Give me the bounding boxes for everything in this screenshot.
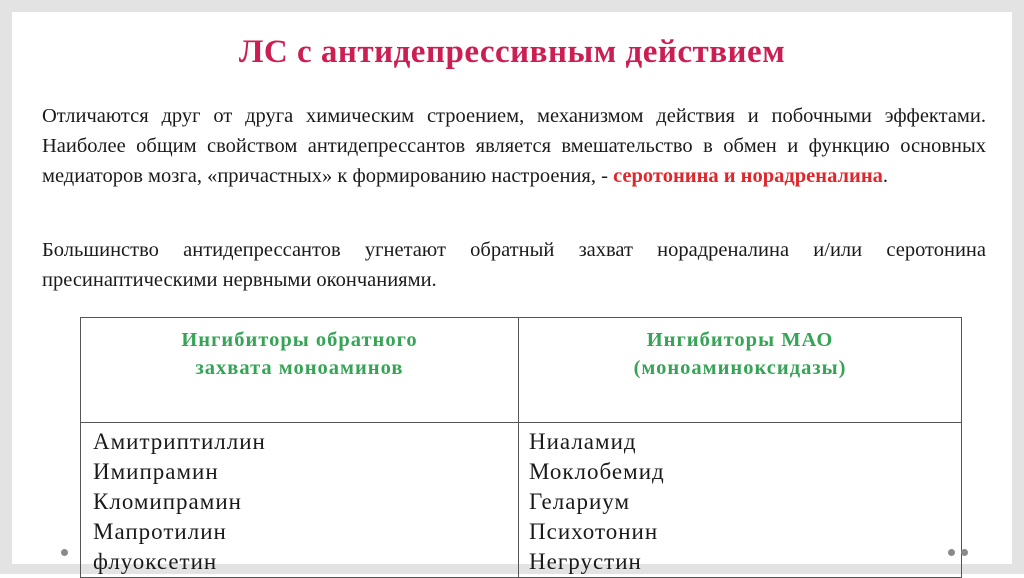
- decorative-dot: [961, 549, 968, 556]
- paragraph-intro-text: Отличаются друг от друга химическим строением, механизмом действия и побочными эффектами. Наиболее общим свойством антидепрессантов является вмешательство в обмен и функцию основных медиаторов мозга, «причастных» к формированию настроения, -: [42, 105, 986, 187]
- header-reuptake-inhibitors: [81, 318, 519, 423]
- header-line: (моноаминоксидазы): [633, 357, 847, 379]
- paragraph-intro: [42, 101, 986, 191]
- highlight-mediators: серотонина и норадреналина: [613, 165, 883, 187]
- table-row: [81, 423, 962, 578]
- list-item: Мапротилин: [93, 519, 227, 544]
- drug-list-mao: [519, 423, 962, 578]
- list-item: флуоксетин: [93, 549, 218, 574]
- list-item: Кломипрамин: [93, 489, 242, 514]
- slide-border-left: [0, 0, 12, 574]
- list-item: Гелариум: [529, 489, 630, 514]
- list-item: Ниаламид: [529, 429, 637, 454]
- slide-border-top: [0, 0, 1024, 12]
- drug-table: [80, 317, 962, 578]
- list-item: Психотонин: [529, 519, 659, 544]
- drug-list-reuptake: [81, 423, 519, 578]
- header-line: Ингибиторы МАО: [646, 329, 834, 351]
- slide-title: ЛС с антидепрессивным действием: [238, 34, 786, 70]
- table-header-row: [81, 318, 962, 423]
- paragraph-intro-tail: .: [882, 165, 889, 187]
- decorative-dot: [948, 549, 955, 556]
- list-item: Негрустин: [529, 549, 642, 574]
- header-line: захвата моноаминов: [195, 357, 404, 379]
- paragraph-mechanism: Большинство антидепрессантов угнетают обратный захват норадреналина и/или серотонина пресинаптическими нервными окончаниями.: [42, 239, 986, 291]
- decorative-dot: [61, 549, 68, 556]
- header-line: Ингибиторы обратного: [181, 329, 418, 351]
- slide-border-right: [1012, 0, 1024, 574]
- list-item: Моклобемид: [529, 459, 665, 484]
- list-item: Имипрамин: [93, 459, 219, 484]
- list-item: Амитриптиллин: [93, 429, 266, 454]
- header-mao-inhibitors: [519, 318, 962, 423]
